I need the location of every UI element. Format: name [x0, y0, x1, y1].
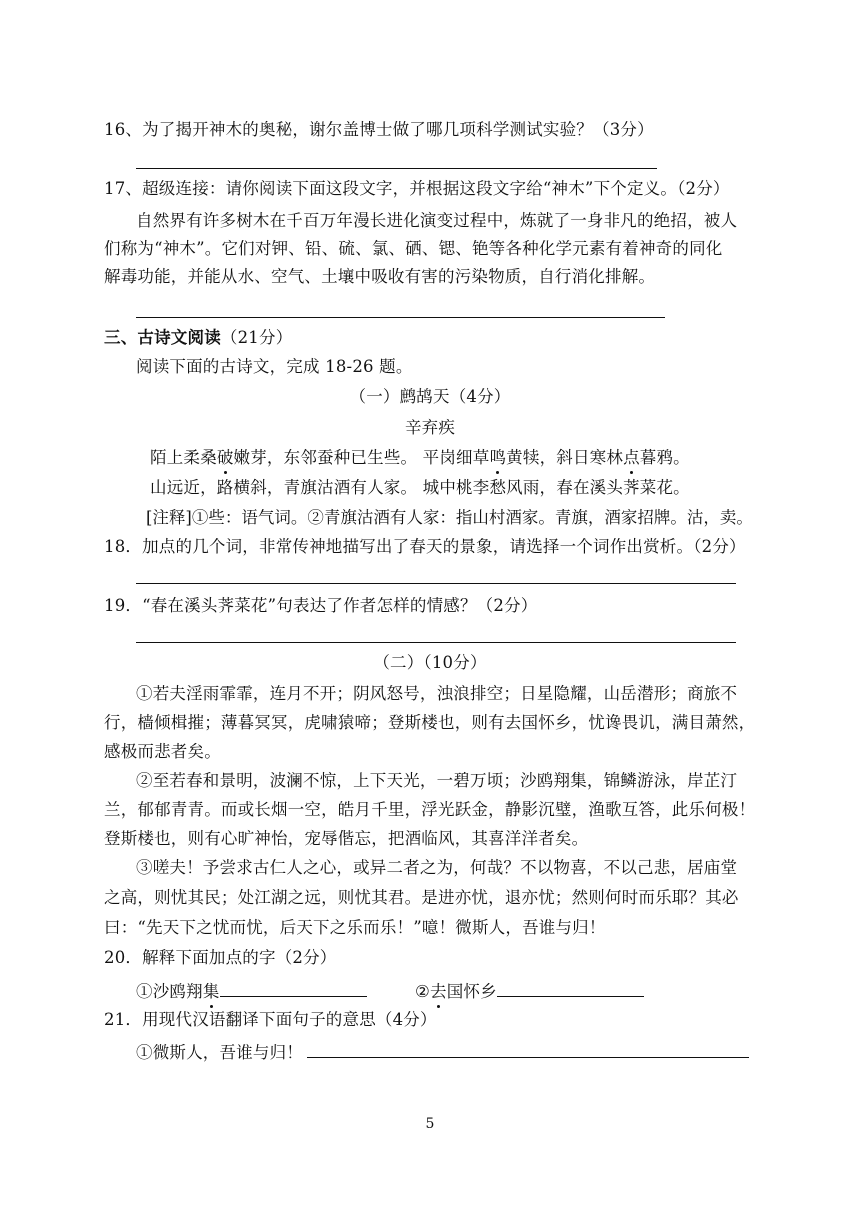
- q21-item-1-text: ①微斯人，吾谁与归！: [136, 1043, 303, 1062]
- poem-line-1: [150, 447, 690, 469]
- answer-line-19[interactable]: [136, 642, 736, 643]
- prose-p2-line-2: 兰，郁郁青青。而或长烟一空，皓月千里，浮光跃金，静影沉璧，渔歌互答，此乐何极！: [104, 800, 756, 819]
- poem-line-1-c: 黄犊，斜日寒林: [506, 448, 624, 467]
- dotted-word-ming: 鸣: [489, 448, 507, 467]
- section-3-title: 三、古诗文阅读: [104, 328, 221, 347]
- dotted-word-po: 破: [216, 448, 234, 467]
- dotted-word-dian: 点: [623, 448, 640, 467]
- poem-line-1-a: 陌上柔桑: [150, 448, 217, 467]
- question-16: 16、为了揭开神木的奥秘，谢尔盖博士做了哪几项科学测试实验？（3分）: [104, 120, 654, 139]
- prose-p3-line-3: 曰：“先天下之忧而忧，后天下之乐而乐！”噫！微斯人，吾谁与归！: [104, 918, 606, 937]
- answer-line-17[interactable]: [136, 317, 665, 318]
- dotted-word-ji: 集: [202, 982, 220, 1001]
- q20-item-2: [415, 978, 644, 1003]
- section-3-score: （21分）: [220, 328, 293, 347]
- poem-heading: （一）鹧鸪天（4分）: [349, 387, 511, 406]
- prose-p1-line-1: ①若夫淫雨霏霏，连月不开；阴风怒号，浊浪排空；日星隐耀，山岳潜形；商旅不: [136, 684, 738, 703]
- prose-heading: （二）（10分）: [373, 653, 487, 672]
- prose-p3-line-2: 之高，则忧其民；处江湖之远，则忧其君。是进亦忧，退亦忧；然则何时而乐耶？其必: [104, 888, 739, 907]
- question-18: 18．加点的几个词，非常传神地描写出了春天的景象，请选择一个词作出赏析。（2分）: [104, 537, 746, 556]
- q20-item-2-prefix: ②: [415, 982, 430, 1001]
- prose-p2-line-1: ②至若春和景明，波澜不惊，上下天光，一碧万顷；沙鸥翔集，锦鳞游泳，岸芷汀: [136, 771, 738, 790]
- poem-line-1-d: 暮鸦。: [639, 448, 690, 467]
- poem-line-1-b: 嫩芽，东邻蚕种已生些。 平岗细草: [233, 448, 490, 467]
- answer-line-18[interactable]: [136, 583, 736, 584]
- q17-passage-line-2: 们称为“神木”。它们对钾、铅、硫、氯、硒、锶、铯等各种化学元素有着神奇的同化: [104, 239, 723, 258]
- answer-blank-21-1[interactable]: [307, 1039, 749, 1058]
- prose-p1-line-2: 行，樯倾楫摧；薄暮冥冥，虎啸猿啼；登斯楼也，则有去国怀乡，忧谗畏讥，满目萧然，: [104, 713, 756, 732]
- question-17: 17、超级连接：请你阅读下面这段文字，并根据这段文字给“神木”下个定义。（2分）: [104, 179, 730, 198]
- question-19: 19．“春在溪头荠菜花”句表达了作者怎样的情感？（2分）: [104, 596, 538, 615]
- poem-line-2: 山远近，路横斜，青旗沽酒有人家。 城中桃李愁风雨，春在溪头荠菜花。: [150, 478, 690, 497]
- q17-passage-line-3: 解毒功能，并能从水、空气、土壤中吸收有害的污染物质，自行消化排解。: [104, 267, 656, 286]
- page-number: 5: [425, 1116, 435, 1132]
- prose-p1-line-3: 感极而悲者矣。: [104, 742, 221, 761]
- question-21: 21．用现代汉语翻译下面句子的意思（4分）: [104, 1010, 437, 1029]
- answer-line-16[interactable]: [136, 168, 657, 169]
- prose-p2-line-3: 登斯楼也，则有心旷神怡，宠辱偕忘，把酒临风，其喜洋洋者矣。: [104, 829, 589, 848]
- q20-item-1: [136, 978, 367, 1003]
- answer-blank-20-2[interactable]: [497, 978, 644, 997]
- q20-item-2-text: 国怀乡: [446, 982, 497, 1001]
- dotted-word-qu: 去: [430, 982, 447, 1001]
- answer-blank-20-1[interactable]: [220, 978, 367, 997]
- question-20: 20．解释下面加点的字（2分）: [104, 948, 337, 967]
- section-3-instruction: 阅读下面的古诗文，完成 18-26 题。: [136, 357, 413, 376]
- q17-passage-line-1: 自然界有许多树木在千百万年漫长进化演变过程中，炼就了一身非凡的绝招，被人: [136, 211, 738, 230]
- q21-item-1: [136, 1039, 749, 1064]
- prose-p3-line-1: ③嗟夫！予尝求古仁人之心，或异二者之为，何哉？不以物喜，不以己悲，居庙堂: [136, 858, 738, 877]
- section-3-heading: [104, 327, 292, 349]
- q20-item-1-text: ①沙鸥翔: [136, 982, 203, 1001]
- poem-author: 辛弃疾: [404, 418, 456, 437]
- poem-note: [注释]①些：语气词。②青旗沽酒有人家：指山村酒家。青旗，酒家招牌。沽，卖。: [146, 508, 753, 527]
